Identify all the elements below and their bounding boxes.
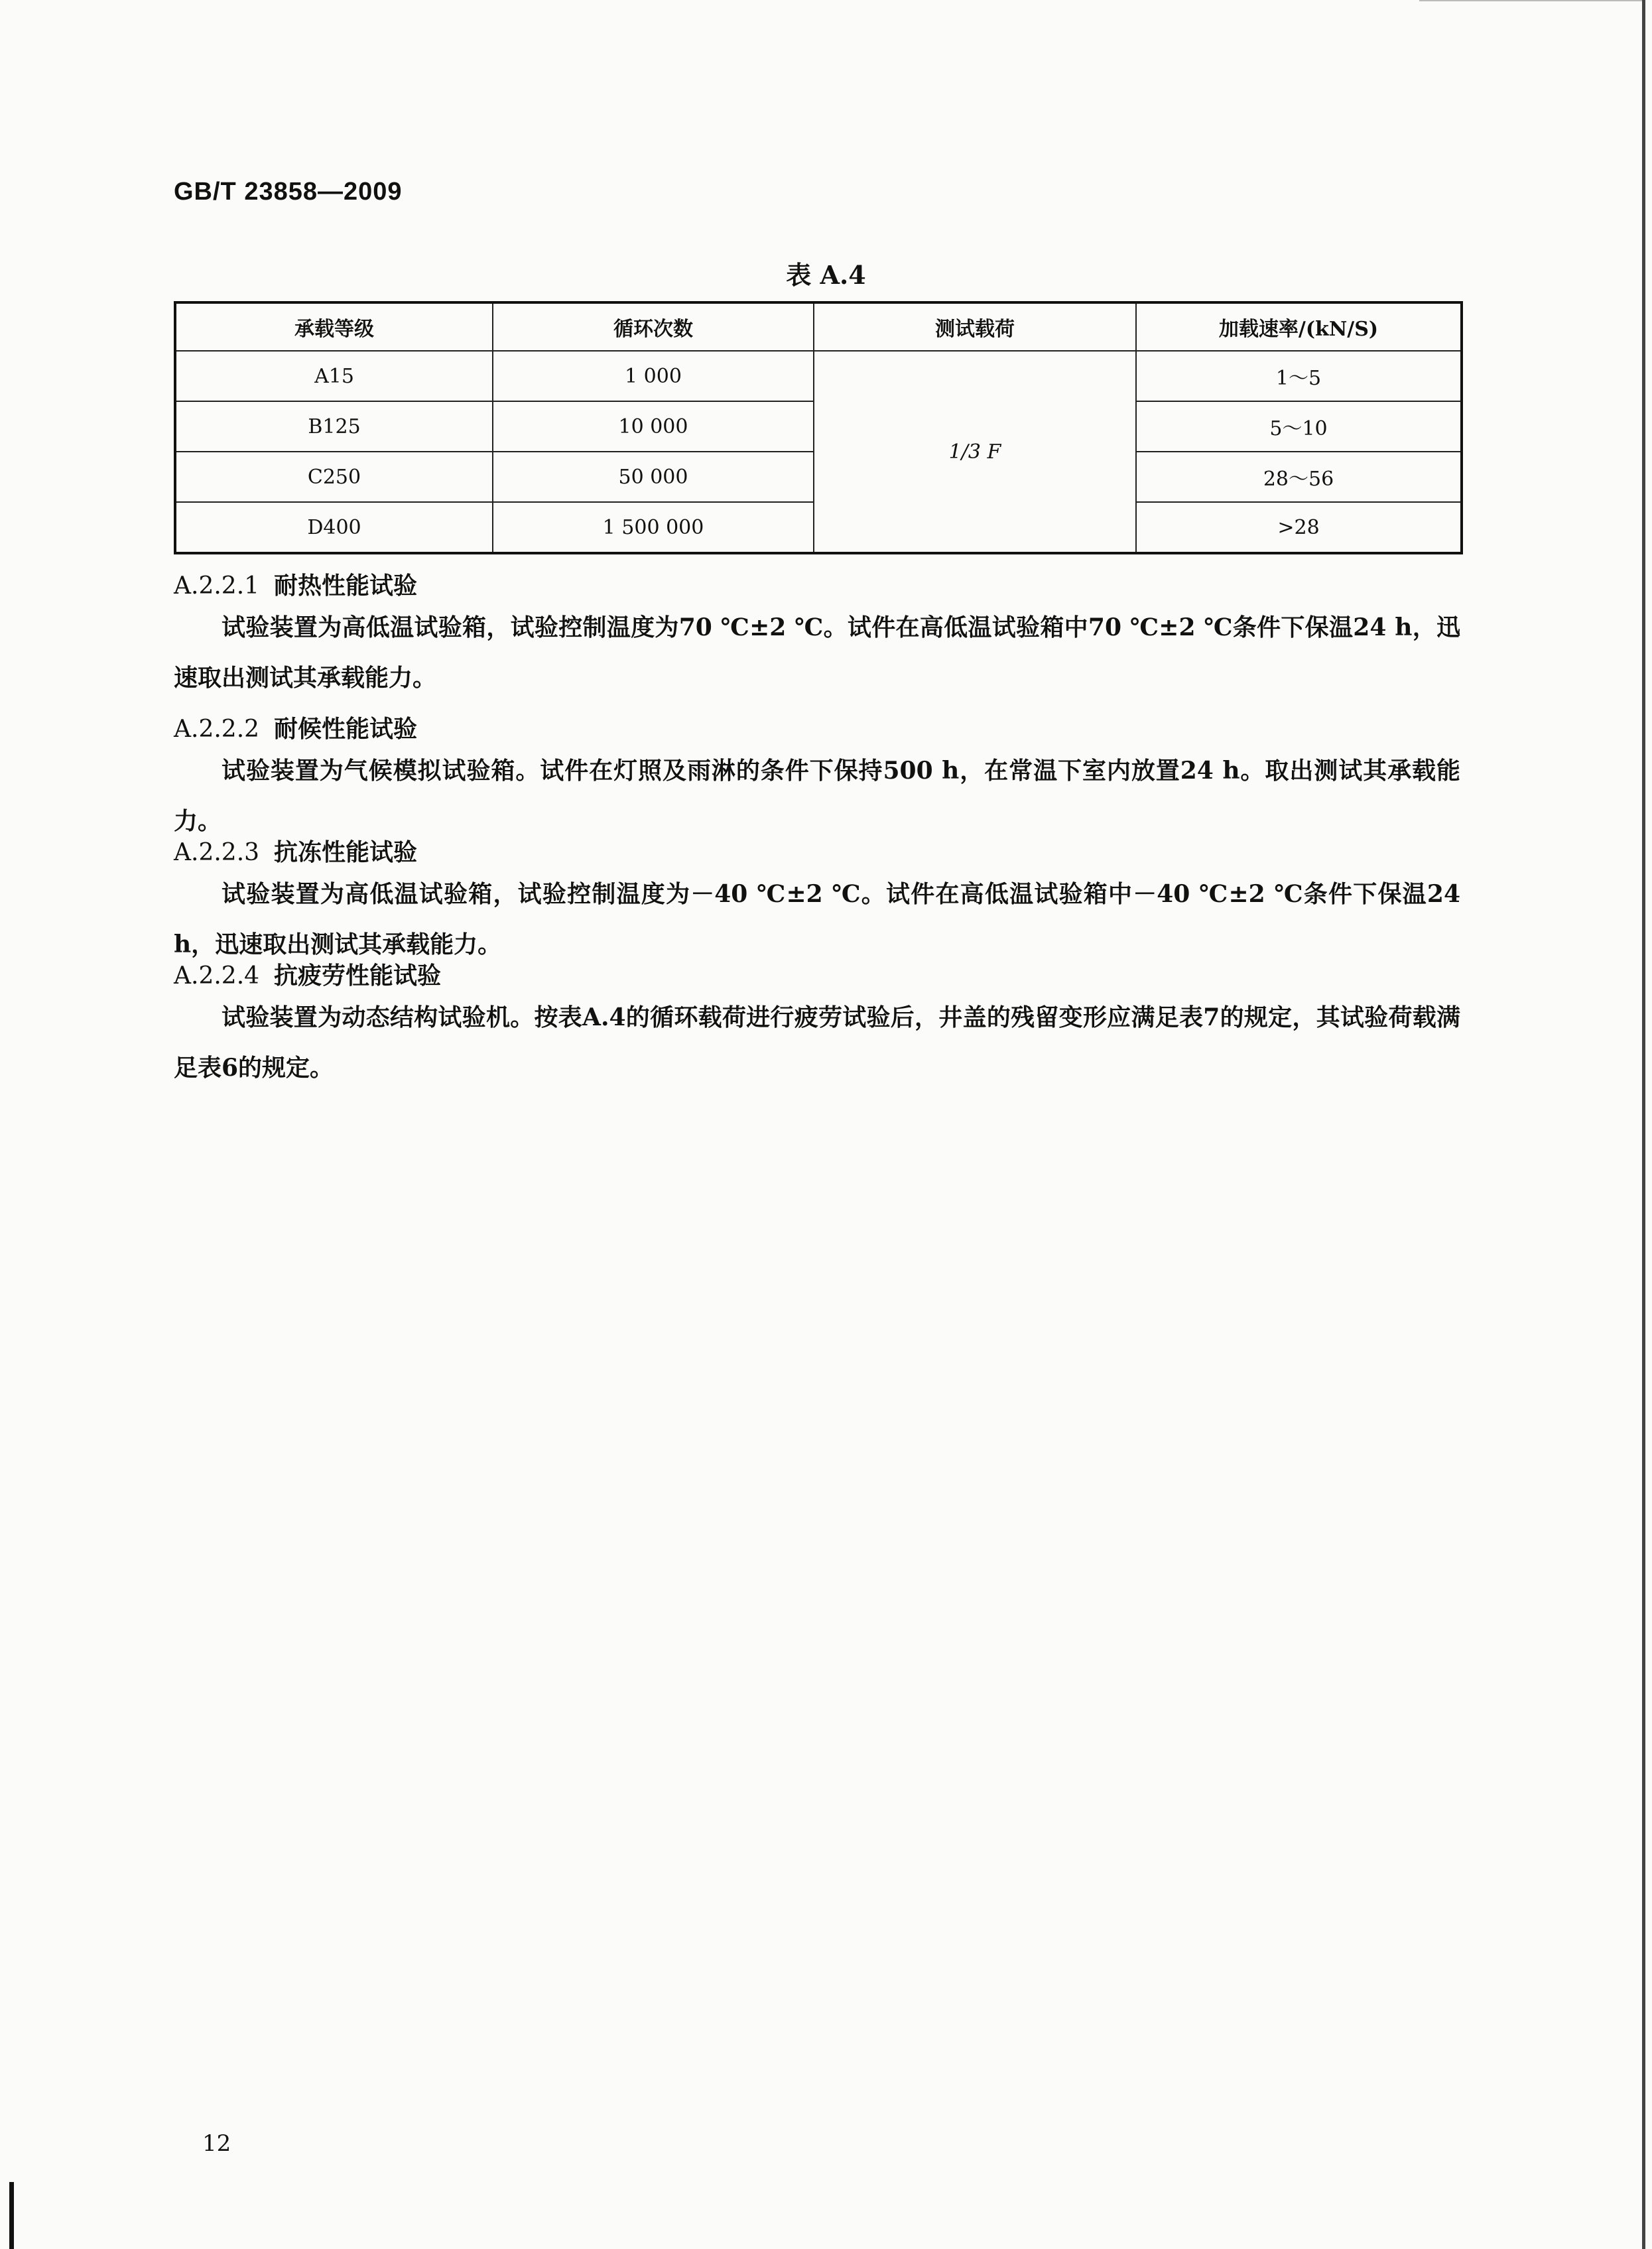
cell-rate: 5～10 xyxy=(1136,401,1462,452)
cell-grade: D400 xyxy=(175,502,493,553)
page-number: 12 xyxy=(202,2130,231,2157)
cell-grade: C250 xyxy=(175,452,493,502)
scan-edge-top xyxy=(1419,0,1642,1)
scan-edge-right xyxy=(1642,0,1645,2249)
section-title: 耐候性能试验 xyxy=(274,715,418,743)
section-number: A.2.2.2 xyxy=(174,716,260,743)
section-title: 抗疲劳性能试验 xyxy=(274,962,442,990)
scan-mark-left xyxy=(9,2182,14,2249)
section-number: A.2.2.1 xyxy=(174,572,260,600)
cell-cycles: 1 000 xyxy=(493,351,814,401)
section-title: 抗冻性能试验 xyxy=(274,838,418,866)
cell-grade: B125 xyxy=(175,401,493,452)
column-header: 测试载荷 xyxy=(814,302,1136,351)
cell-cycles: 1 500 000 xyxy=(493,502,814,553)
data-table xyxy=(174,301,1463,554)
cell-rate: >28 xyxy=(1136,502,1462,553)
column-header: 加载速率/(kN/S) xyxy=(1136,302,1462,351)
cell-rate: 28～56 xyxy=(1136,452,1462,502)
section-body: 试验装置为动态结构试验机。按表A.4的循环载荷进行疲劳试验后，井盖的残留变形应满足表7的规定，其试验荷载满足表6的规定。 xyxy=(174,1003,1460,1082)
section-title: 耐热性能试验 xyxy=(274,572,418,600)
section-heading xyxy=(174,834,417,867)
section-body: 试验装置为高低温试验箱，试验控制温度为70 ℃±2 ℃。试件在高低温试验箱中70 ℃±2 ℃条件下保温24 h，迅速取出测试其承载能力。 xyxy=(174,613,1460,692)
column-header: 循环次数 xyxy=(493,302,814,351)
standard-code: GB/T 23858—2009 xyxy=(174,178,403,206)
table-title: 表 A.4 xyxy=(786,260,866,290)
section-heading xyxy=(174,957,441,991)
table-row xyxy=(175,351,1462,401)
section-body: 试验装置为高低温试验箱，试验控制温度为－40 ℃±2 ℃。试件在高低温试验箱中－40 ℃±2 ℃条件下保温24 h，迅速取出测试其承载能力。 xyxy=(174,880,1460,958)
cell-rate: 1～5 xyxy=(1136,351,1462,401)
table-header-row xyxy=(175,302,1462,351)
section-heading xyxy=(174,567,417,601)
cell-test-load: 1/3 F xyxy=(814,351,1136,553)
section-heading xyxy=(174,710,417,744)
column-header: 承载等级 xyxy=(175,302,493,351)
section-number: A.2.2.4 xyxy=(174,962,260,990)
cell-grade: A15 xyxy=(175,351,493,401)
section-body: 试验装置为气候模拟试验箱。试件在灯照及雨淋的条件下保持500 h，在常温下室内放置24 h。取出测试其承载能力。 xyxy=(174,757,1460,835)
section-number: A.2.2.3 xyxy=(174,839,260,866)
cell-cycles: 10 000 xyxy=(493,401,814,452)
cell-cycles: 50 000 xyxy=(493,452,814,502)
